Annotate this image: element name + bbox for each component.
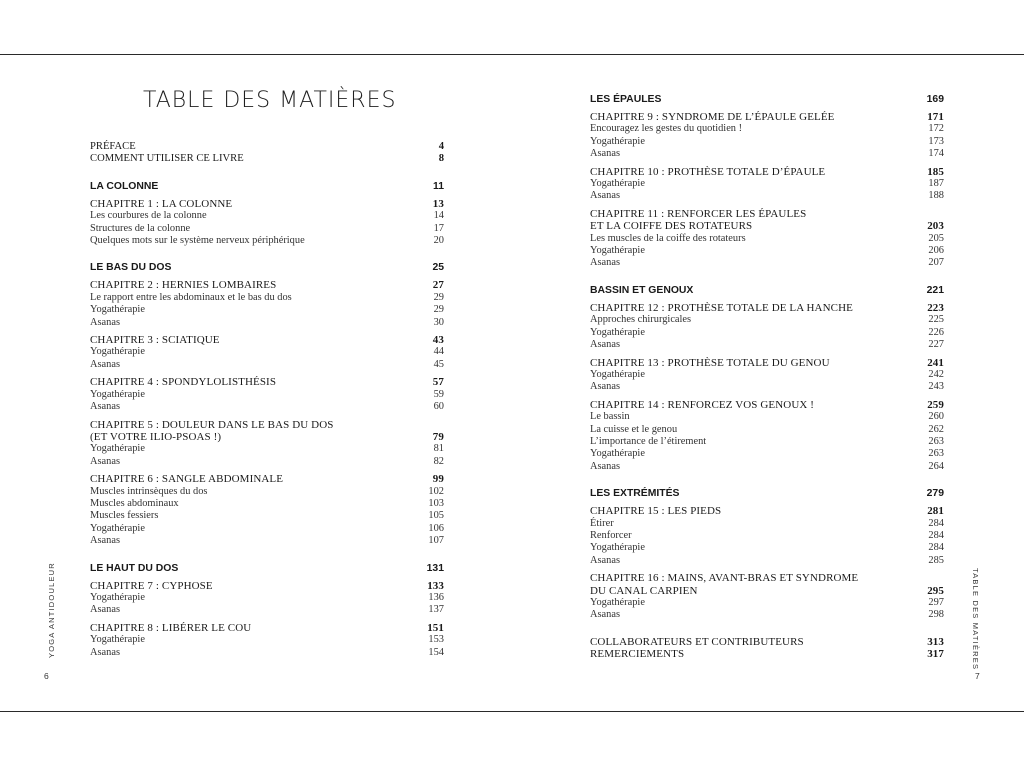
toc-section-entry	[90, 401, 444, 413]
toc-section-entry	[590, 136, 944, 148]
toc-entry-page: 81	[433, 443, 444, 455]
toc-entry-title: Asanas	[90, 316, 121, 328]
toc-entry-title: Asanas	[590, 460, 621, 472]
toc-entry-title: Yogathérapie	[90, 522, 145, 534]
toc-entry-title: REMERCIEMENTS	[590, 648, 685, 661]
toc-entry-title: CHAPITRE 5 : DOULEUR DANS LE BAS DU DOS	[90, 418, 334, 431]
toc-entry-page: 20	[433, 235, 444, 247]
toc-entry-page: 225	[928, 314, 944, 326]
toc-entry-page: 281	[927, 505, 944, 518]
toc-entry-title: Yogathérapie	[590, 326, 645, 338]
toc-entry-title: ET LA COIFFE DES ROTATEURS	[590, 220, 753, 233]
toc-entry-title: Asanas	[90, 358, 121, 370]
toc-section-entry	[90, 235, 444, 247]
toc-section-entry	[590, 123, 944, 135]
toc-part-entry	[90, 562, 444, 575]
page-number-right: 7	[975, 671, 980, 681]
toc-section-entry	[590, 424, 944, 436]
toc-entry-title: CHAPITRE 8 : LIBÉRER LE COU	[90, 621, 252, 634]
toc-section-entry	[90, 292, 444, 304]
toc-section-entry	[90, 498, 444, 510]
toc-entry-page: 103	[428, 497, 444, 509]
toc-entry-page: 136	[428, 591, 444, 603]
toc-section-entry	[590, 461, 944, 473]
toc-entry-title: Le rapport entre les abdominaux et le bas du dos	[90, 291, 292, 303]
toc-entry-page: 174	[928, 148, 944, 160]
toc-chapter-entry	[590, 505, 944, 517]
toc-entry-title: Asanas	[590, 339, 621, 351]
toc-entry-title: Yogathérapie	[590, 135, 645, 147]
toc-entry-page: 17	[433, 222, 444, 234]
toc-entry-title: DU CANAL CARPIEN	[590, 584, 698, 597]
toc-section-entry	[90, 443, 444, 455]
toc-section-entry	[90, 634, 444, 646]
toc-entry-title: Yogathérapie	[90, 591, 145, 603]
toc-entry-title: Yogathérapie	[590, 597, 645, 608]
toc-section-entry	[590, 339, 944, 351]
toc-chapter-entry	[90, 431, 444, 443]
toc-entry-title: Structures de la colonne	[90, 222, 191, 234]
toc-entry-title: (ET VOTRE ILIO-PSOAS !)	[90, 430, 222, 443]
toc-section-entry	[90, 389, 444, 401]
toc-entry-page: 172	[928, 123, 944, 135]
toc-entry-title: COMMENT UTILISER CE LIVRE	[90, 153, 244, 165]
toc-entry-title: CHAPITRE 4 : SPONDYLOLISTHÉSIS	[90, 376, 277, 389]
toc-entry-title: CHAPITRE 2 : HERNIES LOMBAIRES	[90, 279, 277, 292]
toc-entry-page: 262	[928, 423, 944, 435]
toc-section-entry	[590, 233, 944, 245]
toc-entry-title: Yogathérapie	[90, 346, 145, 358]
toc-entry-title: Approches chirurgicales	[590, 314, 692, 326]
toc-chapter-entry	[590, 585, 944, 597]
toc-entry-page: 105	[428, 510, 444, 522]
toc-entry-page: 4	[438, 141, 444, 152]
toc-chapter-entry	[590, 399, 944, 411]
toc-entry-page: 171	[927, 111, 944, 123]
toc-entry-title: Muscles fessiers	[90, 510, 159, 522]
toc-section-entry	[590, 314, 944, 326]
toc-entry-title: Asanas	[90, 535, 121, 547]
toc-entry-page: 82	[433, 455, 444, 467]
toc-entry-page: 44	[433, 346, 444, 358]
running-head-left: YOGA ANTIDOULEUR	[47, 562, 56, 658]
toc-chapter-entry	[90, 580, 444, 592]
toc-entry-page: 297	[928, 597, 944, 608]
toc-section-entry	[590, 518, 944, 530]
toc-section-entry	[590, 381, 944, 393]
toc-entry-page: 14	[433, 210, 444, 222]
toc-chapter-entry	[90, 198, 444, 210]
toc-section-entry	[90, 523, 444, 535]
toc-entry-page: 284	[928, 542, 944, 554]
toc-entry-title: CHAPITRE 1 : LA COLONNE	[90, 197, 233, 210]
toc-entry-page: 131	[426, 562, 444, 574]
toc-chapter-entry	[90, 473, 444, 485]
toc-entry-page: 187	[928, 178, 944, 190]
toc-section-entry	[590, 542, 944, 554]
toc-entry-page: 279	[926, 488, 944, 500]
toc-chapter-entry	[590, 166, 944, 178]
toc-entry-page: 57	[432, 376, 444, 389]
toc-part-entry	[90, 180, 444, 193]
toc-entry-title: CHAPITRE 10 : PROTHÈSE TOTALE D’ÉPAULE	[590, 165, 826, 178]
toc-entry-page: 173	[928, 135, 944, 147]
running-head-right: TABLE DES MATIÈRES	[971, 568, 980, 671]
toc-chapter-entry	[590, 220, 944, 232]
toc-entry-title: Yogathérapie	[90, 388, 145, 400]
toc-entry-title: Asanas	[590, 148, 621, 160]
toc-section-entry	[590, 609, 944, 621]
toc-entry-page: 107	[428, 535, 444, 547]
toc-entry-page: 223	[927, 301, 944, 314]
toc-entry-title: BASSIN ET GENOUX	[590, 284, 694, 296]
toc-entry-page: 206	[928, 245, 944, 257]
toc-entry-page: 79	[432, 430, 444, 443]
toc-section-entry	[90, 210, 444, 222]
toc-entry-page: 29	[433, 304, 444, 316]
toc-entry-title: Étirer	[590, 517, 614, 529]
toc-section-entry	[90, 346, 444, 358]
toc-entry-page: 106	[428, 522, 444, 534]
toc-entry-page: 242	[928, 368, 944, 380]
toc-entry-title: CHAPITRE 15 : LES PIEDS	[590, 505, 722, 518]
toc-entry-title: LA COLONNE	[90, 180, 159, 192]
toc-section-entry	[90, 647, 444, 659]
toc-chapter-entry	[590, 572, 944, 584]
toc-right-column	[590, 93, 944, 661]
toc-entry-title: Asanas	[90, 455, 121, 467]
toc-section-entry	[90, 486, 444, 498]
toc-entry-page: 8	[438, 153, 444, 165]
toc-entry-title: Asanas	[90, 401, 121, 413]
bottom-rule	[0, 711, 1024, 712]
toc-entry-page: 45	[433, 358, 444, 370]
toc-section-entry	[590, 190, 944, 202]
toc-entry-title: Renforcer	[590, 529, 632, 541]
toc-entry-title: Asanas	[590, 257, 621, 269]
toc-entry-page: 243	[928, 381, 944, 393]
top-rule	[0, 54, 1024, 55]
toc-entry-page: 207	[928, 257, 944, 269]
toc-entry-title: CHAPITRE 13 : PROTHÈSE TOTALE DU GENOU	[590, 356, 830, 369]
toc-entry-page: 30	[433, 316, 444, 328]
toc-entry-page: 264	[928, 460, 944, 472]
toc-chapter-entry	[90, 334, 444, 346]
toc-entry-title: Yogathérapie	[90, 443, 145, 455]
page-number-left: 6	[44, 671, 49, 681]
toc-section-entry	[590, 555, 944, 567]
toc-section-entry	[90, 604, 444, 616]
toc-entry-title: CHAPITRE 9 : SYNDROME DE L’ÉPAULE GELÉE	[590, 111, 835, 123]
toc-chapter-entry	[90, 622, 444, 634]
toc-entry-page: 263	[928, 435, 944, 447]
toc-entry-title: LE BAS DU DOS	[90, 262, 172, 274]
toc-entry-title: Asanas	[590, 554, 621, 566]
toc-section-entry	[590, 530, 944, 542]
toc-chapter-entry	[590, 648, 944, 660]
toc-entry-title: CHAPITRE 14 : RENFORCEZ VOS GENOUX !	[590, 398, 815, 411]
toc-entry-title: Asanas	[590, 609, 621, 621]
toc-section-entry	[90, 223, 444, 235]
toc-section-entry	[90, 456, 444, 468]
toc-entry-page: 11	[433, 180, 444, 192]
toc-section-entry	[590, 597, 944, 609]
toc-section-entry	[90, 592, 444, 604]
toc-entry-page: 188	[928, 190, 944, 202]
toc-entry-page: 13	[432, 197, 444, 210]
toc-section-entry	[590, 245, 944, 257]
toc-chapter-entry	[90, 376, 444, 388]
toc-entry-page: 313	[927, 635, 944, 648]
toc-chapter-entry	[90, 141, 444, 153]
toc-entry-page: 284	[928, 517, 944, 529]
toc-entry-title: Yogathérapie	[590, 245, 645, 257]
toc-entry-title: CHAPITRE 16 : MAINS, AVANT-BRAS ET SYNDROME	[590, 572, 859, 585]
toc-entry-page: 284	[928, 529, 944, 541]
toc-entry-page: 185	[927, 165, 944, 178]
toc-section-entry	[590, 369, 944, 381]
toc-part-entry	[590, 93, 944, 106]
toc-entry-page: 99	[432, 473, 444, 486]
toc-entry-page: 27	[432, 279, 444, 292]
toc-part-entry	[590, 284, 944, 297]
toc-entry-page: 317	[927, 648, 944, 661]
toc-section-entry	[90, 317, 444, 329]
toc-entry-page: 133	[427, 579, 444, 592]
toc-entry-page: 298	[928, 609, 944, 621]
toc-entry-page: 60	[433, 401, 444, 413]
toc-entry-title: LES ÉPAULES	[590, 94, 662, 105]
toc-entry-page: 221	[926, 284, 944, 296]
toc-entry-page: 227	[928, 339, 944, 351]
toc-entry-title: CHAPITRE 3 : SCIATIQUE	[90, 334, 220, 347]
toc-section-entry	[590, 448, 944, 460]
toc-section-entry	[590, 436, 944, 448]
toc-part-entry	[90, 261, 444, 274]
toc-entry-page: 153	[428, 634, 444, 646]
toc-entry-title: Yogathérapie	[90, 634, 145, 646]
toc-entry-page: 102	[428, 485, 444, 497]
toc-section-entry	[90, 304, 444, 316]
toc-chapter-entry	[90, 419, 444, 431]
toc-section-entry	[90, 535, 444, 547]
toc-entry-title: Asanas	[590, 190, 621, 202]
toc-chapter-entry	[590, 302, 944, 314]
toc-entry-title: CHAPITRE 12 : PROTHÈSE TOTALE DE LA HANCHE	[590, 301, 853, 314]
toc-entry-page: 151	[427, 621, 444, 634]
toc-entry-title: Yogathérapie	[590, 178, 645, 190]
toc-entry-page: 226	[928, 326, 944, 338]
toc-entry-page: 25	[432, 262, 444, 274]
toc-section-entry	[90, 359, 444, 371]
toc-entry-page: 59	[433, 388, 444, 400]
toc-part-entry	[590, 487, 944, 500]
toc-entry-title: La cuisse et le genou	[590, 423, 678, 435]
toc-entry-page: 29	[433, 291, 444, 303]
toc-section-entry	[590, 148, 944, 160]
toc-entry-title: Asanas	[90, 604, 121, 616]
toc-entry-title: CHAPITRE 6 : SANGLE ABDOMINALE	[90, 473, 284, 486]
toc-chapter-entry	[90, 153, 444, 165]
toc-section-entry	[590, 178, 944, 190]
toc-entry-page: 263	[928, 448, 944, 460]
toc-entry-title: Yogathérapie	[90, 304, 145, 316]
toc-entry-page: 260	[928, 411, 944, 423]
toc-entry-title: Yogathérapie	[590, 448, 645, 460]
toc-entry-page: 285	[928, 554, 944, 566]
toc-entry-title: CHAPITRE 11 : RENFORCER LES ÉPAULES	[590, 207, 807, 220]
toc-entry-title: PRÉFACE	[90, 141, 136, 152]
toc-section-entry	[590, 327, 944, 339]
page-title: TABLE DES MATIÈRES	[143, 88, 397, 113]
toc-chapter-entry	[590, 636, 944, 648]
toc-entry-page: 241	[927, 356, 944, 369]
toc-entry-title: Muscles intrinsèques du dos	[90, 485, 208, 497]
toc-entry-page: 43	[432, 334, 444, 347]
toc-section-entry	[590, 411, 944, 423]
toc-entry-page: 203	[927, 220, 944, 233]
toc-section-entry	[90, 510, 444, 522]
toc-entry-page: 295	[927, 584, 944, 597]
toc-section-entry	[590, 257, 944, 269]
toc-entry-title: Les muscles de la coiffe des rotateurs	[590, 232, 746, 244]
toc-entry-page: 154	[428, 646, 444, 658]
toc-entry-title: Yogathérapie	[590, 542, 645, 554]
toc-chapter-entry	[590, 111, 944, 123]
toc-entry-title: COLLABORATEURS ET CONTRIBUTEURS	[590, 635, 804, 648]
toc-entry-title: CHAPITRE 7 : CYPHOSE	[90, 579, 213, 592]
toc-entry-title: LE HAUT DU DOS	[90, 562, 179, 574]
toc-entry-title: Les courbures de la colonne	[90, 210, 207, 222]
toc-left-column	[90, 141, 444, 659]
toc-chapter-entry	[90, 279, 444, 291]
toc-entry-title: Yogathérapie	[590, 368, 645, 380]
toc-entry-page: 259	[927, 398, 944, 411]
toc-chapter-entry	[590, 357, 944, 369]
toc-entry-title: Asanas	[90, 646, 121, 658]
toc-entry-title: Quelques mots sur le système nerveux périphérique	[90, 235, 305, 247]
toc-entry-title: L’importance de l’étirement	[590, 435, 707, 447]
toc-entry-title: LES EXTRÉMITÉS	[590, 488, 680, 500]
toc-entry-page: 169	[926, 94, 944, 105]
toc-entry-title: Asanas	[590, 381, 621, 393]
toc-entry-title: Muscles abdominaux	[90, 497, 179, 509]
toc-entry-title: Encouragez les gestes du quotidien !	[590, 123, 743, 135]
toc-entry-page: 205	[928, 232, 944, 244]
toc-entry-page: 137	[428, 604, 444, 616]
toc-chapter-entry	[590, 208, 944, 220]
toc-entry-title: Le bassin	[590, 411, 630, 423]
